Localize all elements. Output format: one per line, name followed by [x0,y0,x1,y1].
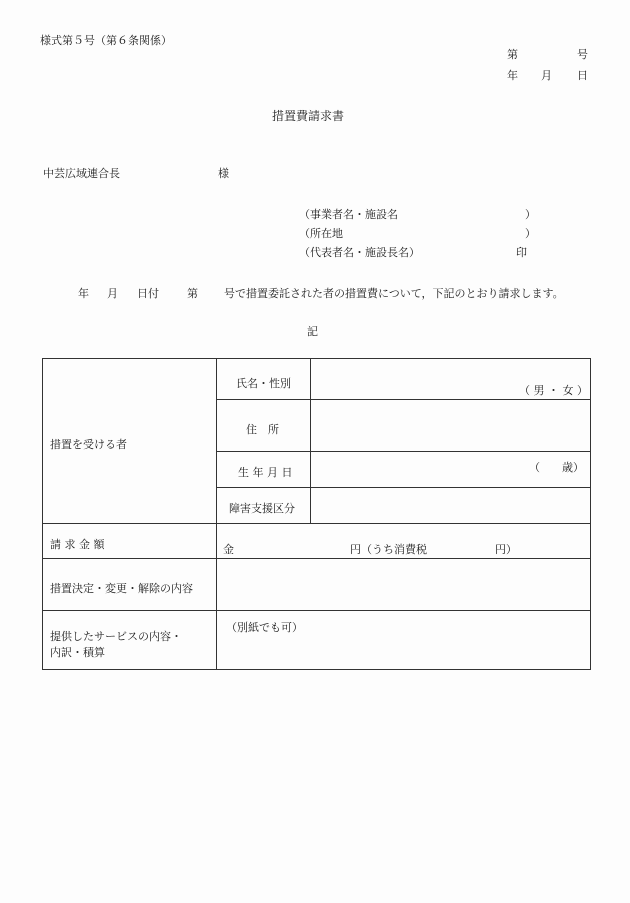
services-label-line2: 内訳・積算 [50,646,105,659]
seal-mark: 印 [516,246,527,259]
body-date-suffix: 日付 [137,287,159,300]
disability-label: 障害支援区分 [229,502,295,515]
decision-label: 措置決定・変更・解除の内容 [50,582,193,595]
applicant-business-close: ） [525,208,536,221]
dob-label: 生 年 月 日 [238,466,293,479]
body-sentence: 号で措置委託された者の措置費について，下記のとおり請求します。 [224,287,564,300]
amount-prefix: 金 [223,543,234,556]
document-title: 措置費請求書 [272,109,345,123]
address-label: 住 所 [246,423,279,436]
amount-tax: 円（うち消費税 [350,543,427,556]
date-year: 年 [507,69,518,82]
number-suffix: 号 [577,48,588,61]
name-gender-label: 氏名・性別 [236,377,291,390]
form-label: 様式第５号（第６条関係） [40,34,172,47]
applicant-address-close: ） [525,227,536,240]
age-field: （ 歳） [529,461,584,474]
addressee-honorific: 様 [218,167,229,180]
applicant-address: （所在地 [299,227,343,240]
date-day: 日 [577,69,588,82]
number-prefix: 第 [507,48,518,61]
services-label-line1: 提供したサービスの内容・ [50,630,182,643]
applicant-business-name: （事業者名・施設名 [299,208,398,221]
amount-tax-close: 円） [495,543,517,556]
body-year: 年 [78,287,89,300]
body-month: 月 [107,287,118,300]
services-note: （別紙でも可） [226,621,303,634]
ki-mark: 記 [307,325,318,338]
date-month: 月 [541,69,552,82]
addressee-name: 中芸広域連合長 [43,167,120,180]
recipient-header: 措置を受ける者 [50,438,127,451]
amount-label: 請 求 金 額 [50,538,105,551]
applicant-representative: （代表者名・施設長名） [299,246,420,259]
body-number-prefix: 第 [187,287,198,300]
gender-options: （ 男 ・ 女 ） [519,384,588,397]
